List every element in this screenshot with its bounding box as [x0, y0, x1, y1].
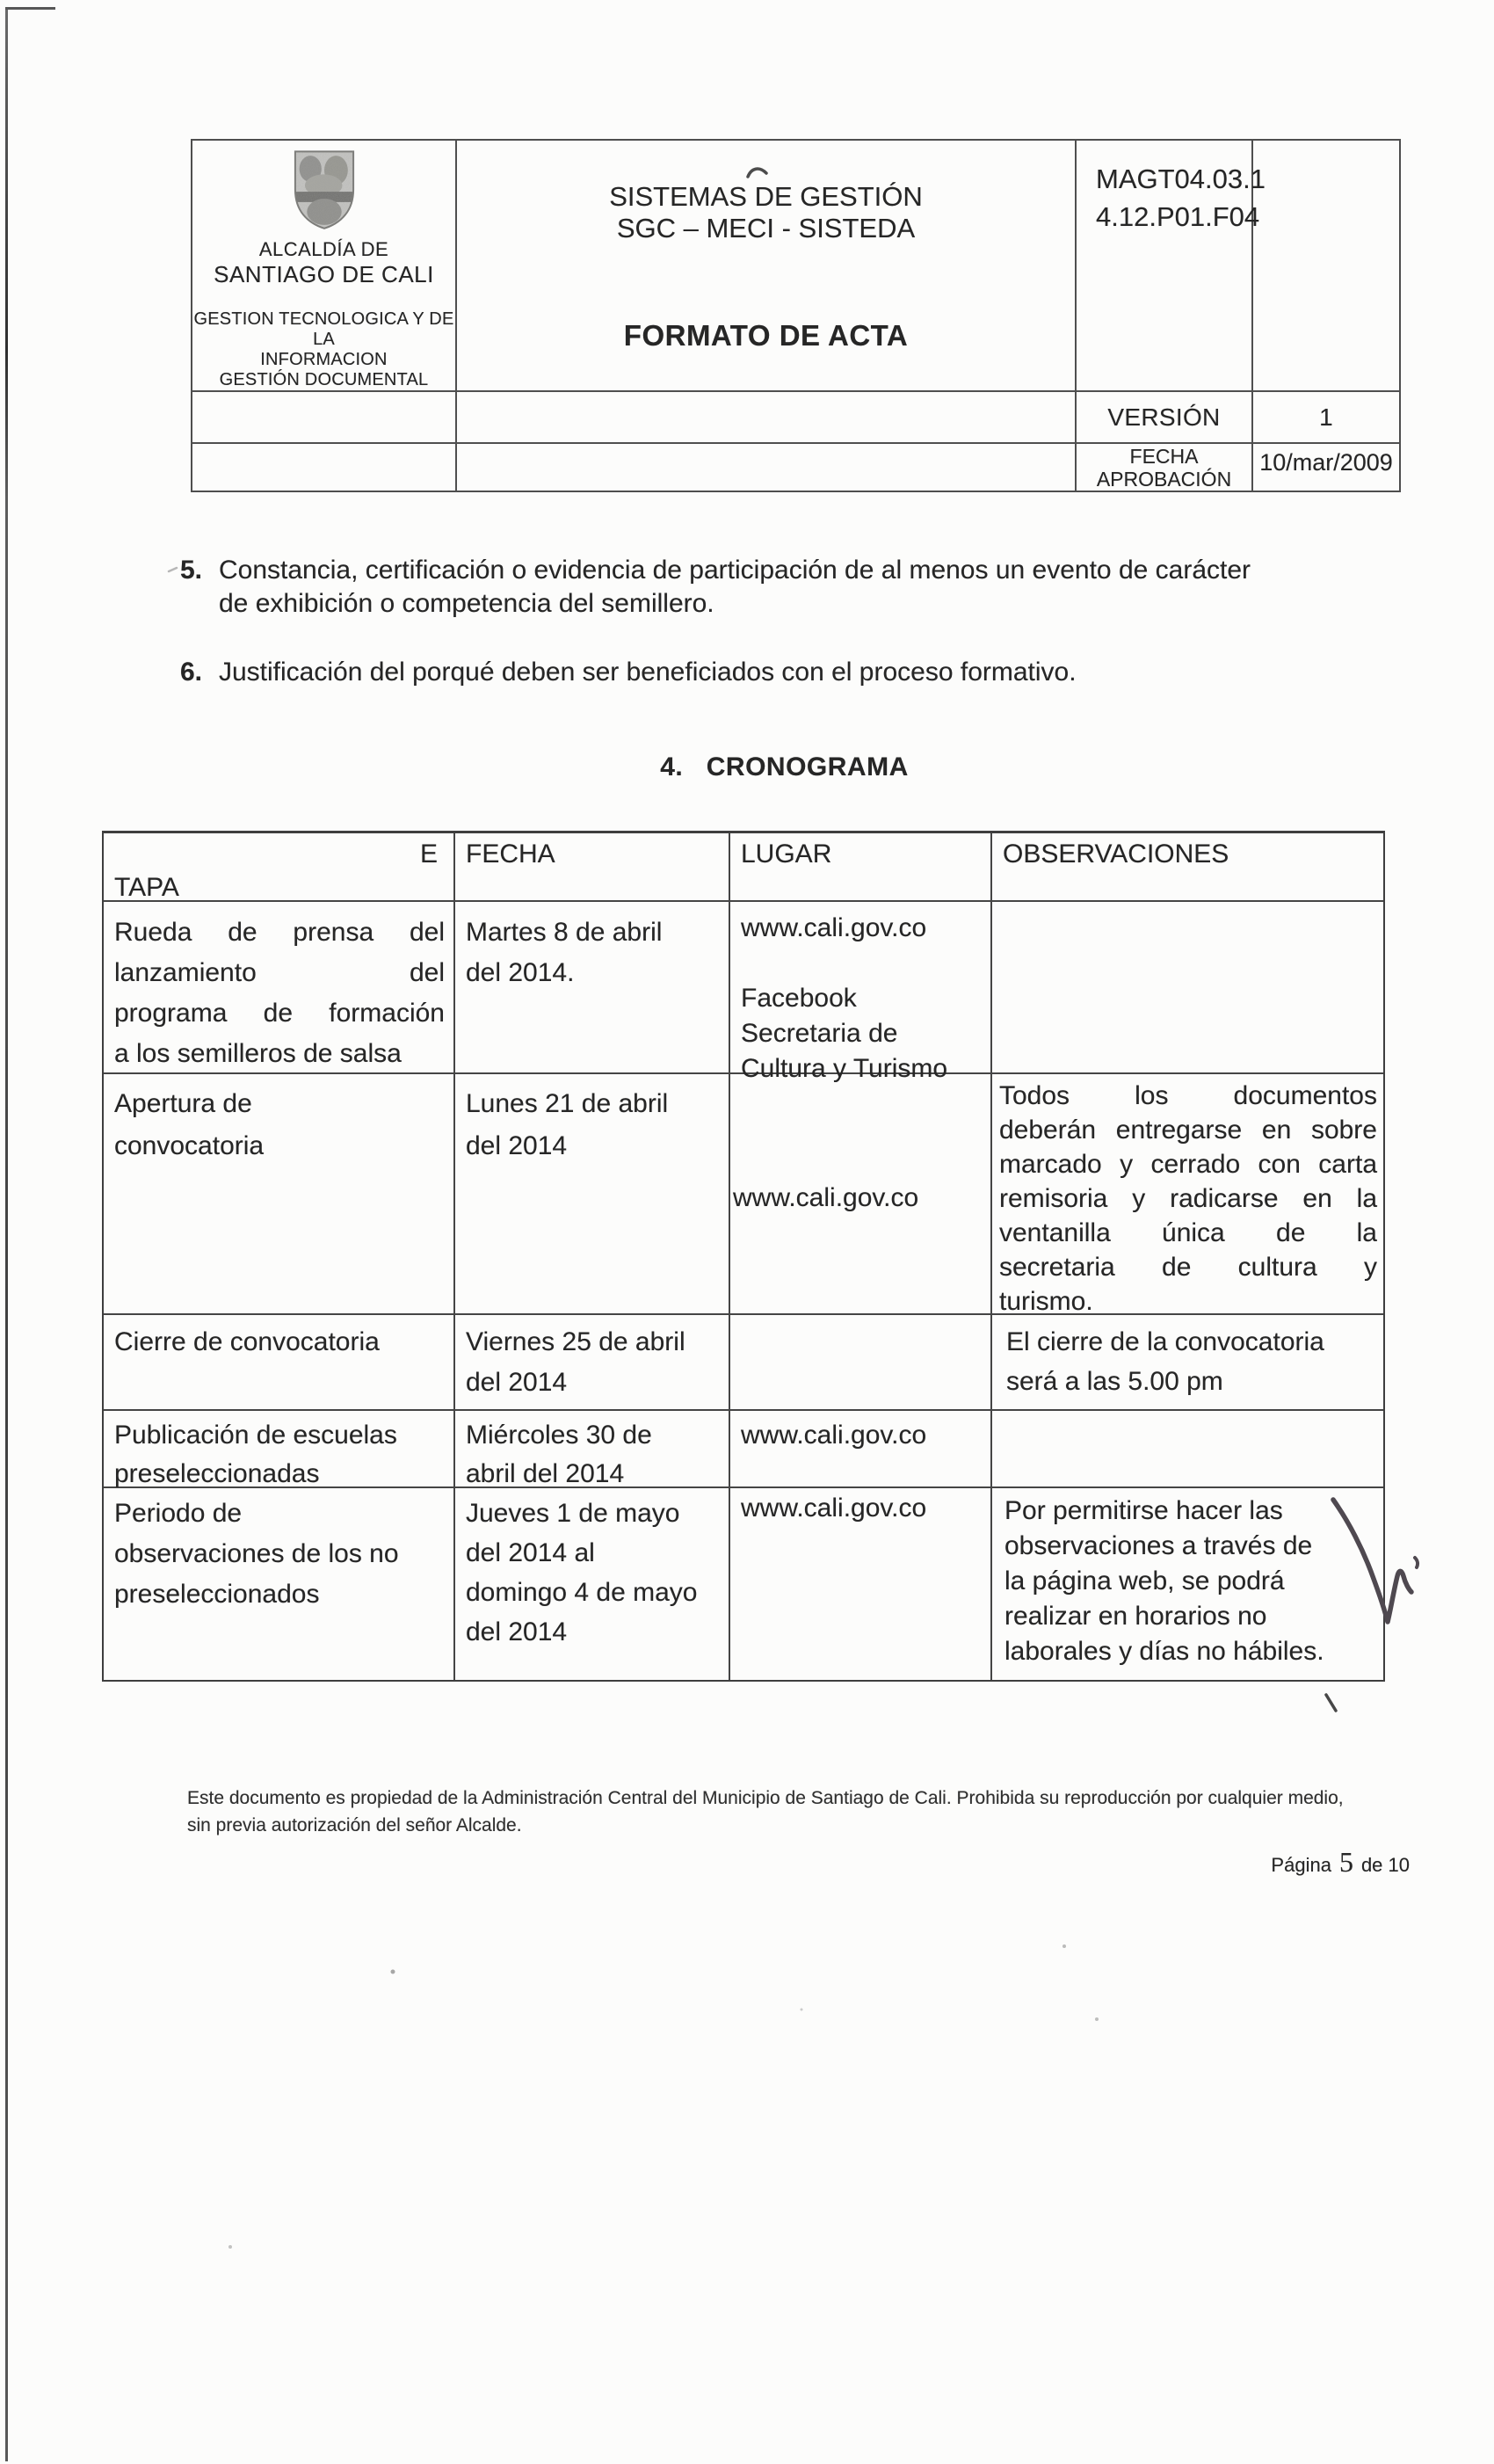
- section-heading-cronograma: 4. CRONOGRAMA: [660, 752, 909, 781]
- table-row-2-observaciones: Todos los documentos deberán entregarse en sobre marcado y cerrado con carta remisoria y radicarse en la ventanilla única de la secretaria de cultura y turismo.: [992, 1074, 1383, 1315]
- header-cell-empty-r2c1: [192, 392, 457, 444]
- page-number: [1271, 1846, 1410, 1879]
- approval-date-label-line1: FECHA: [1129, 444, 1199, 468]
- list-item-5-text: Constancia, certificación o evidencia de participación de al menos un evento de carácter de exhibición o competencia del semillero.: [219, 556, 1251, 618]
- table-row-2-fecha: Lunes 21 de abril del 2014: [455, 1074, 730, 1315]
- table-row-5-etapa: Periodo de observaciones de los no preseleccionados: [104, 1488, 455, 1680]
- table-row-1-etapa: Rueda de prensa del lanzamiento del programa de formación a los semilleros de salsa: [104, 902, 455, 1074]
- column-header-lugar: LUGAR: [730, 833, 992, 902]
- version-value: 1: [1253, 392, 1399, 444]
- column-header-etapa-bottom: TAPA: [114, 873, 179, 902]
- header-cell-empty-r2c2: [457, 392, 1077, 444]
- table-row-3-lugar: [730, 1315, 992, 1411]
- table-row-4-fecha: Miércoles 30 de abril del 2014: [455, 1411, 730, 1488]
- approval-date-value: 10/mar/2009: [1259, 449, 1393, 476]
- table-row-3-fecha: Viernes 25 de abril del 2014: [455, 1315, 730, 1411]
- list-item-5: [180, 554, 1406, 621]
- column-header-observaciones: OBSERVACIONES: [992, 833, 1383, 902]
- list-item-6-text: Justificación del porqué deben ser beneficiados con el proceso formativo.: [219, 658, 1077, 687]
- table-row-3-etapa: Cierre de convocatoria: [104, 1315, 455, 1411]
- table-row-1-observaciones: [992, 902, 1383, 1074]
- table-row-2-lugar: www.cali.gov.co: [730, 1074, 992, 1315]
- table-row-2-etapa: Apertura de convocatoria: [104, 1074, 455, 1315]
- column-header-etapa-top: E: [419, 840, 438, 869]
- table-row-3-observaciones: El cierre de la convocatoria será a las 5.00 pm: [992, 1315, 1383, 1411]
- version-label: VERSIÓN: [1077, 392, 1253, 444]
- document-title: FORMATO DE ACTA: [623, 319, 909, 352]
- document-code-line2: 4.12.P01.F04: [1096, 201, 1260, 232]
- header-cell-empty-top-right: [1253, 141, 1399, 392]
- property-notice: Este documento es propiedad de la Administración Central del Municipio de Santiago de Cali. Prohibida su reproducción por cualquier medio, sin previa autorización del señor Alcalde.: [187, 1788, 1344, 1835]
- table-row-4-observaciones: [992, 1411, 1383, 1488]
- table-row-5-fecha: Jueves 1 de mayo del 2014 al domingo 4 de mayo del 2014: [455, 1488, 730, 1680]
- header-cell-document-code: [1077, 141, 1266, 392]
- approval-date-label-line2: APROBACIÓN: [1096, 467, 1232, 491]
- table-row-4-lugar: www.cali.gov.co: [730, 1411, 992, 1488]
- system-title-line1: SISTEMAS DE GESTIÓN: [609, 181, 923, 212]
- document-header-table: [191, 139, 1401, 492]
- institution-name-line1: ALCALDÍA DE: [258, 238, 389, 260]
- approval-date-label: [1077, 444, 1253, 491]
- page-number-label: Página: [1271, 1854, 1331, 1876]
- list-item-6-number: 6.: [180, 658, 203, 687]
- header-cell-institution: [192, 141, 457, 392]
- department-name: GESTION TECNOLOGICA Y DE LA INFORMACION GESTIÓN DOCUMENTAL: [193, 309, 454, 389]
- table-row-5-lugar: www.cali.gov.co: [730, 1488, 992, 1680]
- pen-tick-before-item5-icon: [169, 568, 177, 571]
- table-row-1-lugar: www.cali.gov.co Facebook Secretaria de Cultura y Turismo: [730, 902, 992, 1074]
- list-item-6: [180, 656, 1406, 689]
- scan-edge-line-top: [5, 7, 55, 10]
- pen-tick-below-table-icon: [1326, 1695, 1336, 1711]
- coat-of-arms-icon: [284, 149, 365, 231]
- header-cell-empty-r3c1: [192, 444, 457, 491]
- scan-edge-line-left: [5, 7, 8, 2461]
- table-row-5-observaciones: Por permitirse hacer las observaciones a través de la página web, se podrá realizar en horarios no laborales y días no hábiles.: [1004, 1496, 1324, 1666]
- column-header-etapa: [104, 833, 455, 902]
- table-row-1-fecha: Martes 8 de abril del 2014.: [455, 902, 730, 1074]
- pen-apostrophe-icon: [1415, 1558, 1418, 1567]
- system-title-line2: SGC – MECI - SISTEDA: [616, 213, 916, 243]
- header-cell-empty-r3c2: [457, 444, 1077, 491]
- page-number-value: 5: [1338, 1846, 1353, 1878]
- institution-name-line2: SANTIAGO DE CALI: [214, 261, 434, 287]
- list-item-5-number: 5.: [180, 556, 203, 585]
- page-number-suffix: de 10: [1360, 1854, 1410, 1876]
- table-row-4-etapa: Publicación de escuelas preseleccionadas: [104, 1411, 455, 1488]
- header-cell-system-title: [457, 141, 1077, 392]
- column-header-fecha: FECHA: [455, 833, 730, 902]
- cronograma-table: [102, 831, 1385, 1682]
- document-code-line1: MAGT04.03.1: [1096, 164, 1266, 194]
